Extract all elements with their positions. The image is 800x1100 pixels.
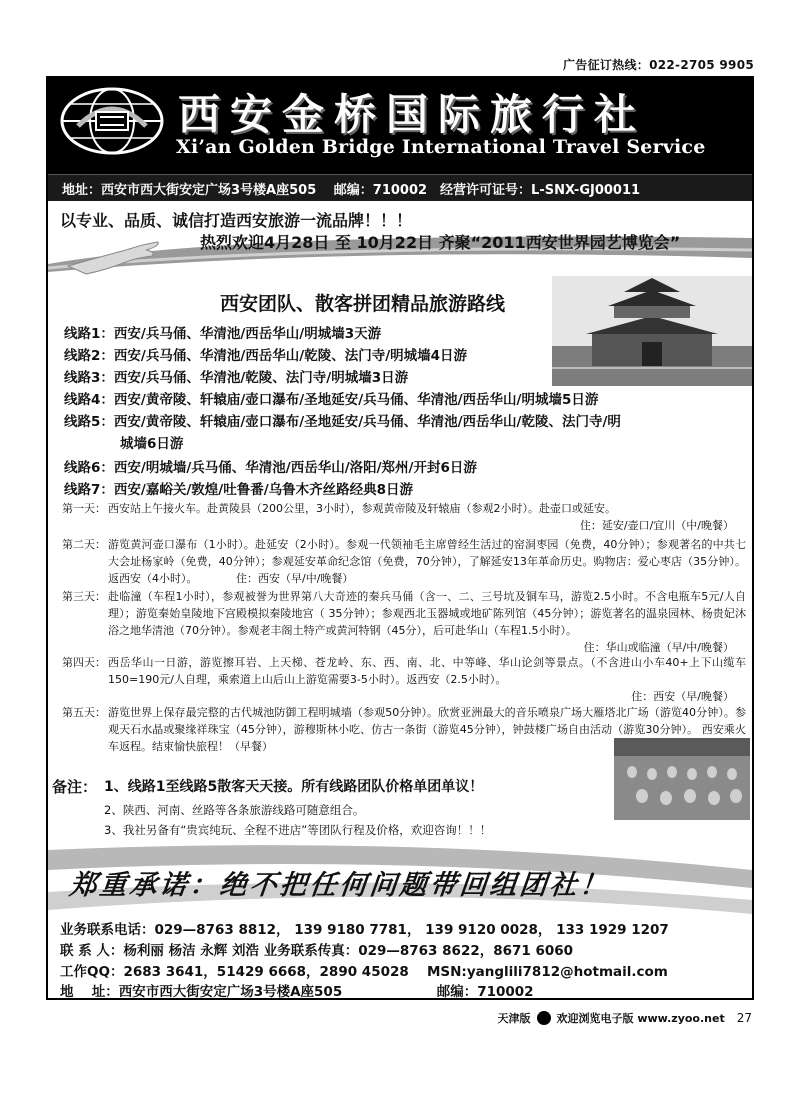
route-label: 线路4：	[64, 392, 114, 408]
itinerary-day-2	[62, 536, 746, 587]
route-2	[64, 344, 467, 364]
day-text: 西岳华山一日游，游览擦耳岩、上天梯、苍龙岭、东、西、南、北、中等峰、华山论剑等景点。（不含进山小车40+上下山缆车150=190元/人自理，乘索道上山后山上游览需要3-5小时）。返西安（2.5小时）。	[108, 656, 746, 686]
itinerary-day-1	[62, 500, 746, 534]
company-address: 地址：西安市西大街安定广场3号楼A座505 邮编：710002 经营许可证号：L-SNX-GJ00011	[62, 183, 641, 198]
route-text: 西安/兵马俑、华清池/西岳华山/明城墙3天游	[113, 326, 382, 342]
notes-label: 备注：	[52, 778, 98, 796]
note-item: 2、陕西、河南、丝路等各条旅游线路可随意组合。	[104, 803, 365, 817]
company-name-en: Xi’an Golden Bridge International Travel Service	[176, 136, 706, 158]
note-item: 1、线路1至线路5散客天天接。所有线路团队价格单团单议！	[104, 779, 484, 795]
note-item: 3、我社另备有“贵宾纯玩、全程不进店”等团队行程及价格，欢迎咨询！！！	[104, 823, 492, 837]
itinerary-day-3	[62, 588, 746, 656]
day-text: 西安站上午接火车。赴黄陵县（200公里，3小时），参观黄帝陵及轩辕庙（参观2小时）。赴壶口或延安。	[108, 502, 616, 515]
route-label: 线路5：	[64, 414, 114, 430]
day-text: 游览黄河壶口瀑布（1小时）。赴延安（2小时）。参观一代领袖毛主席曾经生活过的窑洞枣园（免费，40分钟）；参观著名的中共七大会址杨家岭（免费，40分钟）；参观延安革命纪念馆（免费，70分钟），了解延安13年革命历史。购物店：爱心枣店（35分钟）。返西安（4小时）。 住：西安（早/中/晚餐）	[108, 538, 746, 585]
day-meals: 住：西安（早/晚餐）	[631, 690, 734, 703]
route-label: 线路3：	[64, 370, 114, 386]
itinerary-day-4	[62, 654, 746, 705]
welcome-text: 热烈欢迎4月28日 至 10月22日 齐聚“2011西安世界园艺博览会”	[200, 233, 681, 252]
bell-tower-image	[552, 276, 752, 386]
slogan: 以专业、品质、诚信打造西安旅游一流品牌！！！	[60, 211, 413, 230]
contact-address: 地 址：西安市西大街安定广场3号楼A座505 邮编：710002	[60, 984, 534, 1000]
edition-label: 天津版	[497, 1012, 531, 1025]
footer-text: 欢迎浏览电子版 www.zyoo.net	[556, 1012, 725, 1025]
route-text: 西安/黄帝陵、轩辕庙/壶口瀑布/圣地延安/兵马俑、华清池/西岳华山/乾陵、法门寺/明	[113, 414, 621, 430]
promise-slogan: 郑重承诺：绝不把任何问题带回组团社！	[68, 870, 612, 901]
route-text: 西安/兵马俑、华清池/乾陵、法门寺/明城墙3日游	[113, 370, 409, 386]
day-label: 第三天：	[62, 590, 106, 603]
company-name-cn: 西安金桥国际旅行社	[178, 90, 647, 139]
day-label: 第一天：	[62, 502, 106, 515]
contact-persons: 联 系 人：杨利丽 杨洁 永辉 刘浩 业务联系传真：029—8763 8622，8671 6060	[60, 943, 574, 959]
globe-logo-icon	[58, 86, 166, 156]
route-4	[64, 388, 598, 408]
day-meals: 住：延安/壶口/宜川（中/晚餐）	[579, 519, 734, 532]
logo-badge-icon	[537, 1011, 551, 1025]
ad-hotline: 广告征订热线：022-2705 9905	[562, 58, 754, 72]
route-label: 线路6：	[64, 460, 114, 476]
route-7	[64, 478, 413, 498]
routes-heading: 西安团队、散客拼团精品旅游路线	[220, 293, 506, 315]
route-1	[64, 322, 381, 342]
route-label: 线路2：	[64, 348, 114, 364]
day-label: 第四天：	[62, 656, 106, 669]
route-label: 线路1：	[64, 326, 114, 342]
page-footer	[498, 1010, 753, 1026]
page-number: 27	[736, 1011, 752, 1025]
route-text: 西安/黄帝陵、轩辕庙/壶口瀑布/圣地延安/兵马俑、华清池/西岳华山/明城墙5日游	[113, 392, 599, 408]
route-5-continued: 城墙6日游	[120, 436, 184, 452]
route-text: 西安/嘉峪关/敦煌/吐鲁番/乌鲁木齐丝路经典8日游	[113, 482, 414, 498]
day-label: 第五天：	[62, 706, 106, 719]
route-text: 西安/明城墙/兵马俑、华清池/西岳华山/洛阳/郑州/开封6日游	[113, 460, 477, 476]
contact-phones: 业务联系电话：029—8763 8812， 139 9180 7781， 139 9120 0028， 133 1929 1207	[60, 922, 669, 938]
route-3	[64, 366, 408, 386]
day-meals: 住：华山或临潼（早/中/晚餐）	[583, 641, 734, 654]
route-label: 线路7：	[64, 482, 114, 498]
route-5	[64, 410, 621, 430]
hand-icon	[66, 236, 162, 276]
day-text: 游览世界上保存最完整的古代城池防御工程明城墙（参观50分钟）。欣赏亚洲最大的音乐喷泉广场大雁塔北广场（游览40分钟）。参观天石水晶或聚缘祥珠宝（45分钟），游穆斯林小吃、仿古一条街（游览45分钟），钟鼓楼广场自由活动（游览30分钟）。 西安乘火车返程。结束愉快旅程！（早餐）	[108, 706, 746, 753]
day-label: 第二天：	[62, 538, 106, 551]
route-text: 西安/兵马俑、华清池/西岳华山/乾陵、法门寺/明城墙4日游	[113, 348, 468, 364]
terracotta-warriors-image	[614, 738, 750, 820]
route-6	[64, 456, 477, 476]
contact-qq-msn: 工作QQ：2683 3641，51429 6668，2890 45028 MSN:yanglili7812@hotmail.com	[60, 964, 668, 980]
day-text: 赴临潼（车程1小时），参观被誉为世界第八大奇迹的秦兵马俑（含一、二、三号坑及铜车马，游览2.5小时。不含电瓶车5元/人自理）；游览秦始皇陵地下宫殿模拟秦陵地宫（ 35分钟）；参观西北玉器城或地矿陈列馆（45分钟）；游览著名的温泉园林、杨贵妃沐浴之地华清池（70分钟）。参观老丰阁土特产或黄河特钢（45分），后可赴华山（车程1.5小时）。	[108, 590, 746, 637]
